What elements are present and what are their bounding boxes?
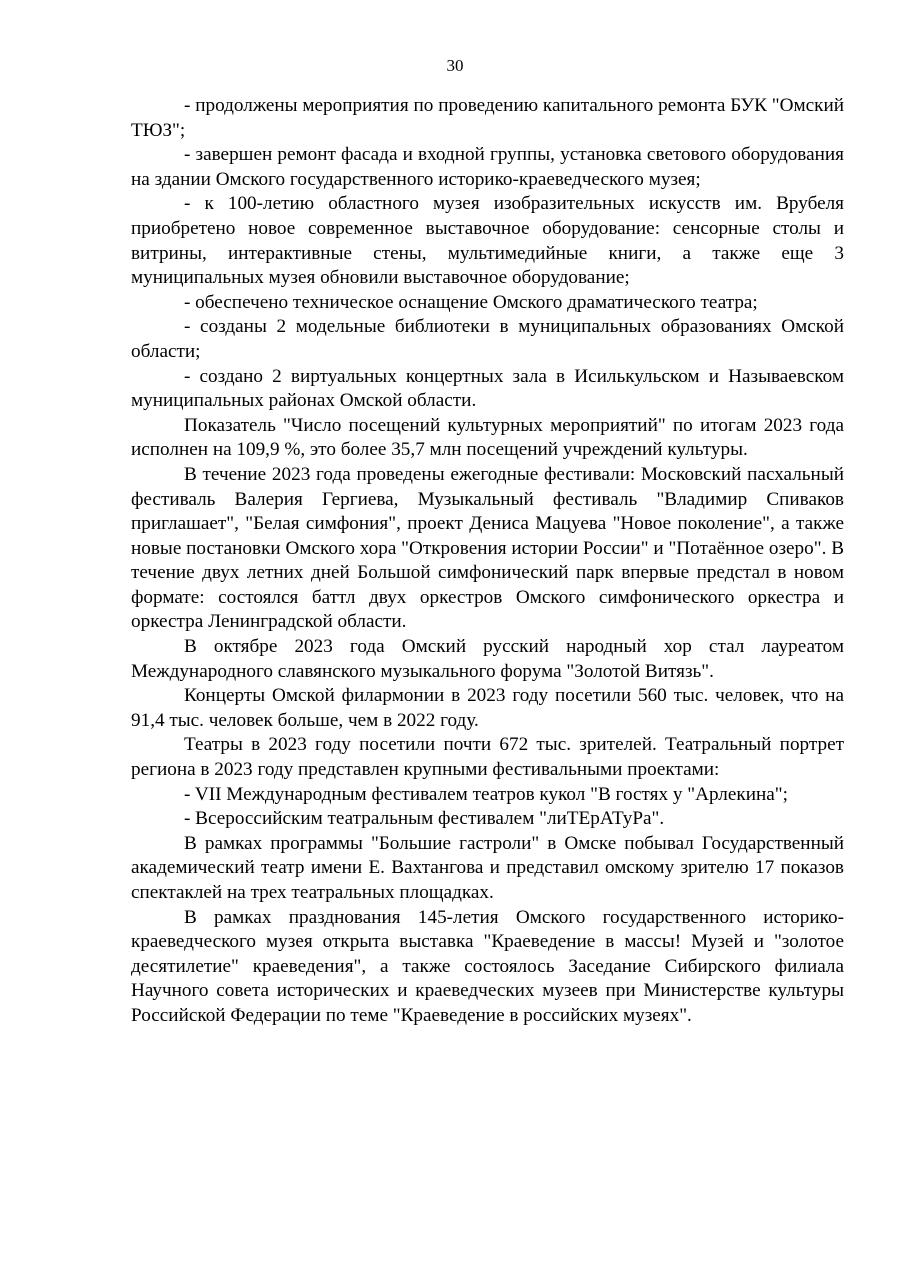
- paragraph-visits-indicator: Показатель "Число посещений культурных мероприятий" по итогам 2023 года исполнен на 109,9 %, это более 35,7 млн посещений учреждений культуры.: [131, 414, 844, 461]
- paragraph-puppet-festival: - VII Международным фестивалем театров кукол "В гостях у "Арлекина";: [184, 783, 788, 805]
- paragraph-museum-facade: - завершен ремонт фасада и входной группы, установка светового оборудования на здании Омского государственного историко-краеведческого музея;: [131, 144, 844, 190]
- paragraph-virtual-concert-halls: - создано 2 виртуальных концертных зала в Исилькульском и Называевском муниципальных районах Омской области.: [131, 365, 844, 412]
- paragraph-model-libraries: - созданы 2 модельные библиотеки в муниципальных образованиях Омской области;: [131, 316, 844, 362]
- paragraph-vrubel-museum: - к 100-летию областного музея изобразительных искусств им. Врубеля приобретено новое современное выставочное оборудование: сенсорные столы и витрины, интерактивные стены, мультимедийные книги, а также еще 3 муниципальных музея обновили выставочное оборудование;: [131, 193, 844, 289]
- paragraph-literatura-festival: - Всероссийским театральным фестивалем "лиТЕрАТуРа".: [184, 808, 665, 830]
- paragraph-museum-anniversary: В рамках празднования 145-летия Омского государственного историко-краеведческого музея открыта выставка "Краеведение в массы! Музей и "золотое десятилетие" краеведения", а также состоялось Заседание Сибирского филиала Научного совета исторических и краеведческих музеев при Министерстве культуры Российской Федерации по теме "Краеведение в российских музеях".: [131, 906, 844, 1026]
- paragraph-folk-choir: В октябре 2023 года Омский русский народный хор стал лауреатом Международного славянского музыкального форума "Золотой Витязь".: [131, 636, 844, 682]
- paragraph-festivals: В течение 2023 года проведены ежегодные фестивали: Московский пасхальный фестиваль Валерия Гергиева, Музыкальный фестиваль "Владимир Спиваков приглашает", "Белая симфония", проект Дениса Мацуева "Новое поколение", а также новые постановки Омского хора "Откровения истории России" и "Потаённое озеро". В течение двух летних дней Большой симфонический парк впервые предстал в новом формате: состоялся баттл двух оркестров Омского симфонического оркестра и оркестра Ленинградской области.: [131, 463, 844, 633]
- document-body: [131, 94, 844, 1029]
- paragraph-philharmonic: Концерты Омской филармонии в 2023 году посетили 560 тыс. человек, что на 91,4 тыс. человек больше, чем в 2022 году.: [131, 685, 844, 731]
- paragraph-drama-theatre: - обеспечено техническое оснащение Омского драматического театра;: [184, 291, 758, 313]
- page-number: 30: [446, 56, 464, 75]
- paragraph-tyuz-repair: - продолжены мероприятия по проведению капитального ремонта БУК "Омский ТЮЗ";: [131, 95, 844, 141]
- paragraph-theatres: Театры в 2023 году посетили почти 672 тыс. зрителей. Театральный портрет региона в 2023 году представлен крупными фестивальными проектами:: [131, 734, 844, 781]
- paragraph-big-tours: В рамках программы "Большие гастроли" в Омске побывал Государственный академический театр имени Е. Вахтангова и представил омскому зрителю 17 показов спектаклей на трех театральных площадках.: [131, 832, 844, 903]
